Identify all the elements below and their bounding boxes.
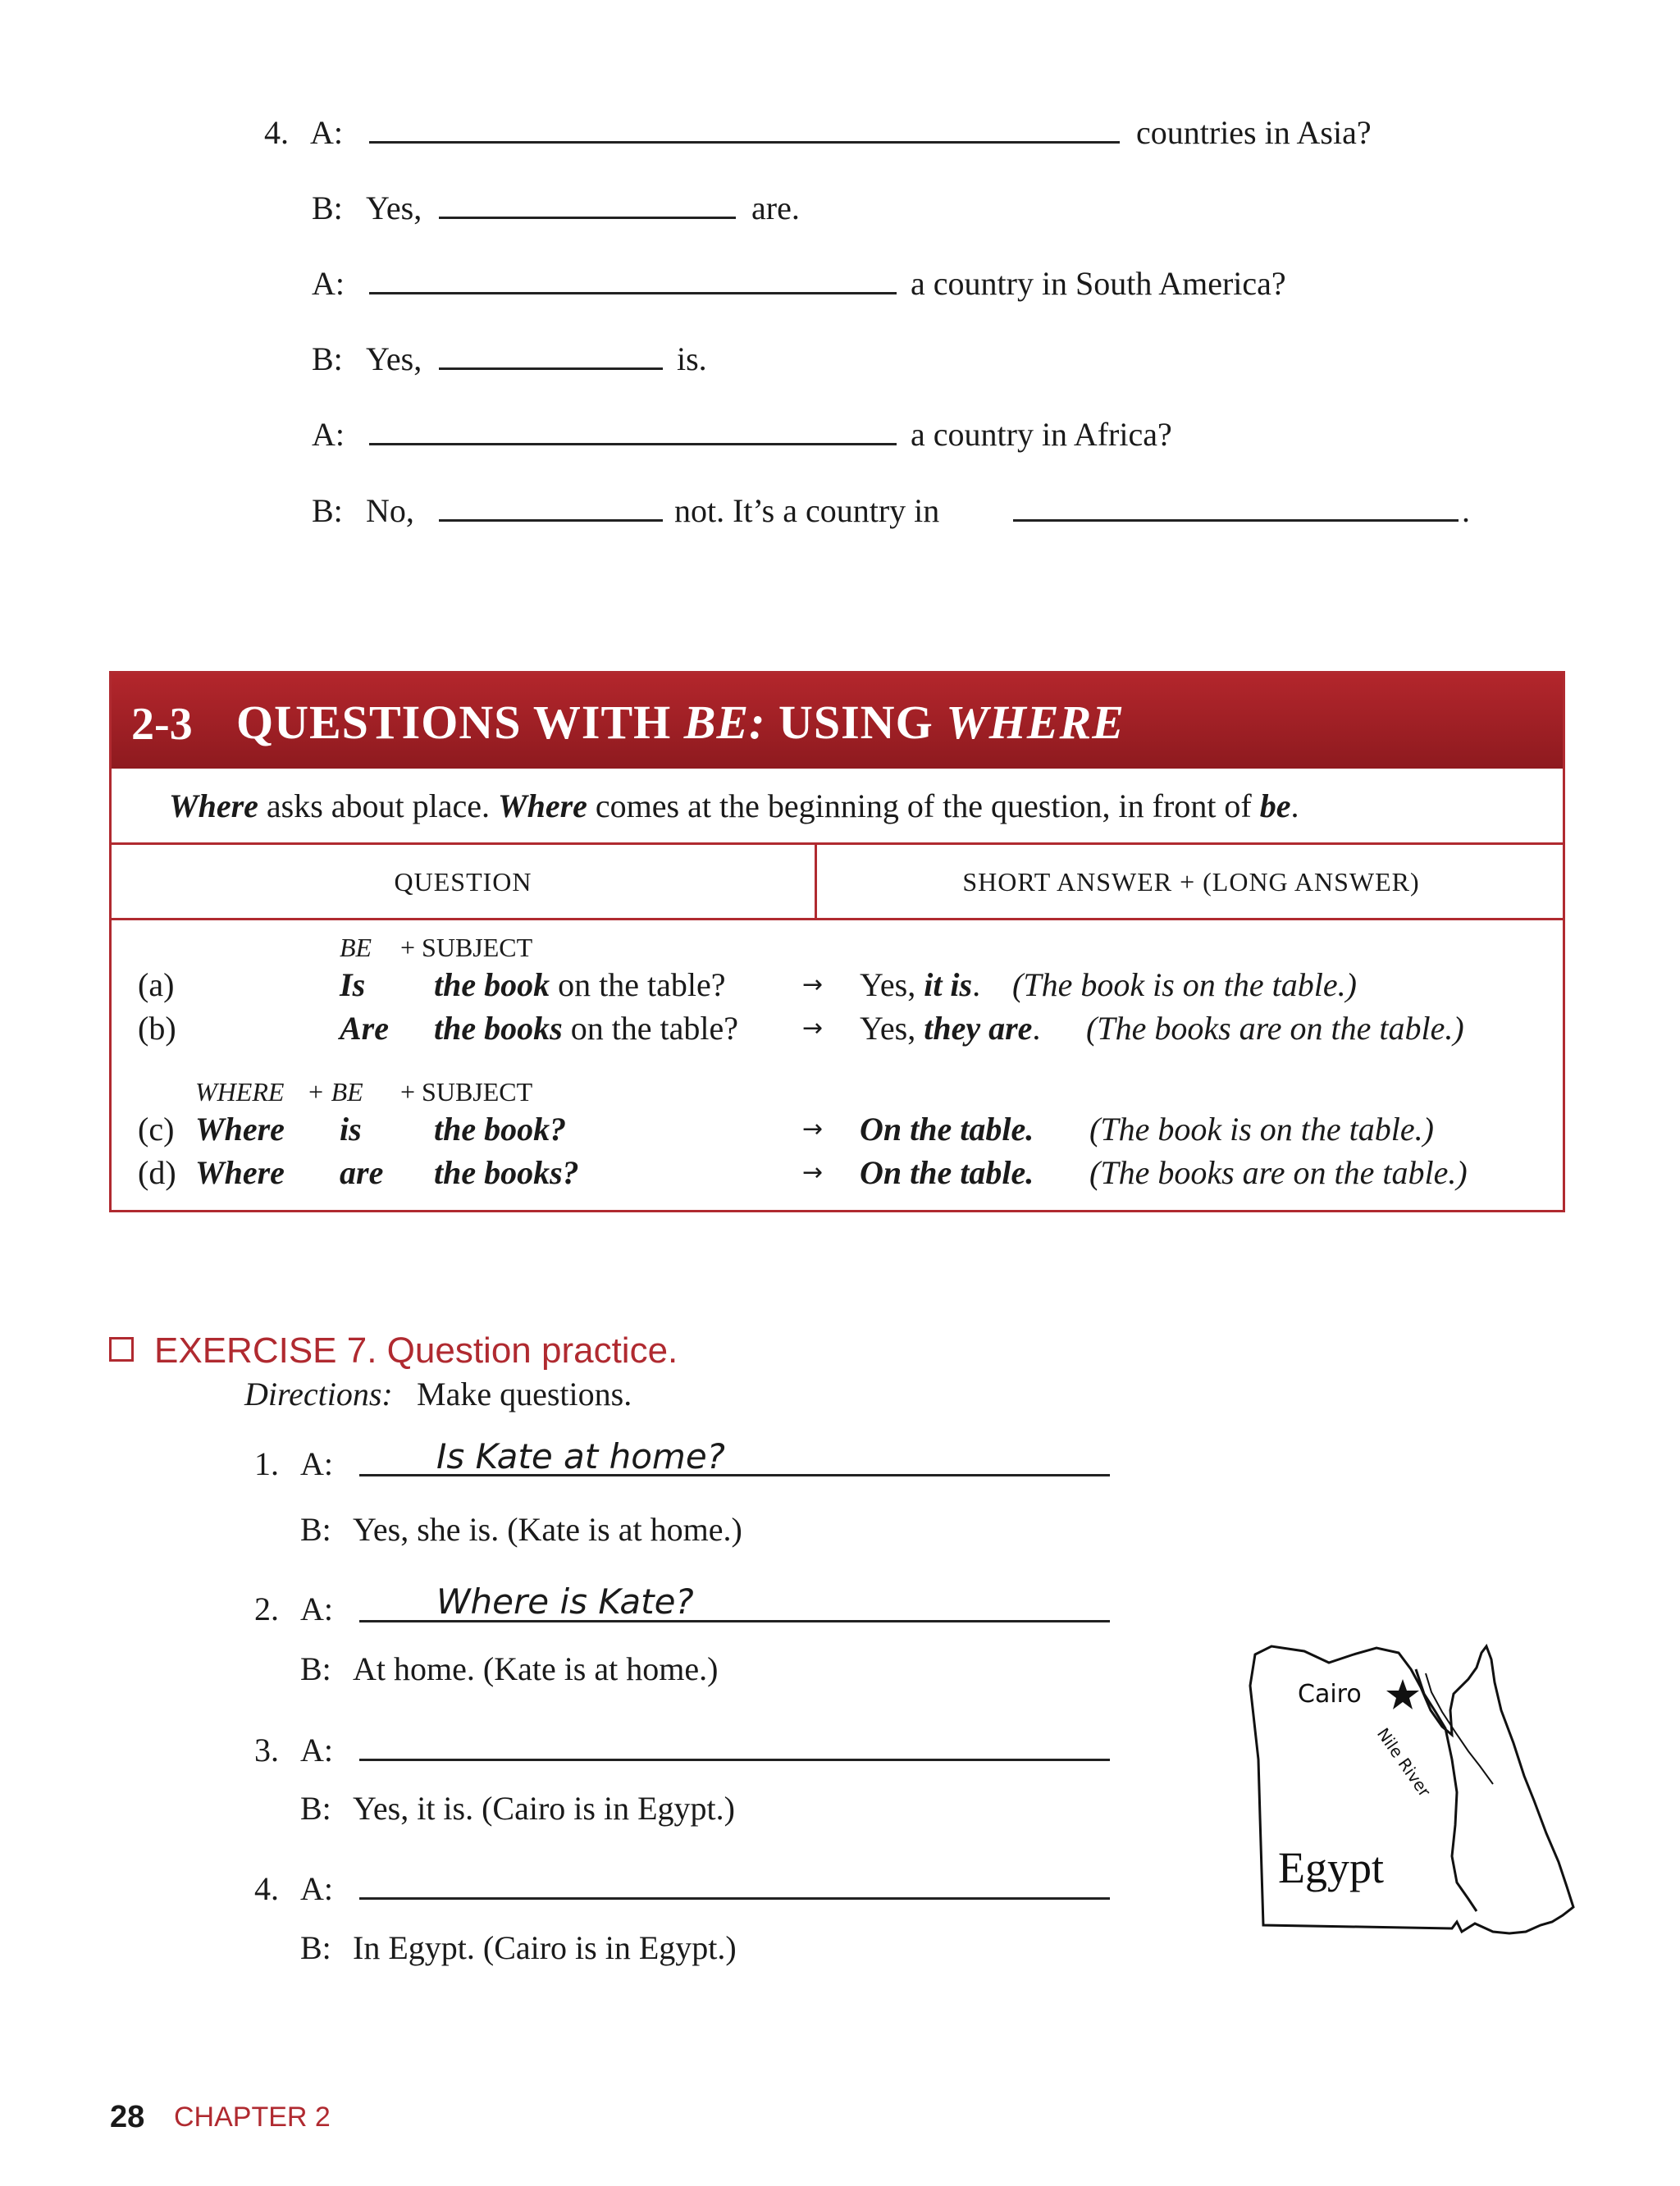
arrow-icon: →: [802, 1014, 824, 1043]
row-question: [434, 1012, 738, 1045]
answer-blank[interactable]: [359, 1474, 1110, 1476]
chart-title-be: BE:: [683, 696, 766, 749]
chart-number: 2-3: [131, 699, 193, 750]
row-verb: are: [340, 1154, 384, 1191]
river-label: Nile River: [1372, 1724, 1435, 1800]
short-answer-key: On the table.: [860, 1154, 1034, 1191]
row-long-answer: (The books are on the table.): [1089, 1154, 1468, 1191]
row-label: (c): [138, 1111, 175, 1148]
prompt-text: countries in Asia?: [1136, 114, 1372, 151]
column-header-question: QUESTION: [394, 867, 532, 897]
row-long-answer: (The books are on the table.): [1086, 1010, 1464, 1047]
response-text: Yes, she is. (Kate is at home.): [353, 1511, 742, 1548]
row-short-answer: [860, 1154, 1034, 1191]
answer-prefix: Yes,: [366, 340, 422, 377]
answer-blank[interactable]: [439, 367, 663, 370]
egypt-map-illustration: [1230, 1636, 1575, 1981]
row-question: [434, 1113, 566, 1146]
row-verb: Is: [340, 966, 366, 1003]
short-answer-prefix: Yes,: [860, 1010, 924, 1047]
prompt-text: a country in South America?: [911, 265, 1286, 302]
speaker-b-label: B:: [300, 1511, 331, 1548]
speaker-b-label: B:: [312, 492, 343, 529]
row-label: (d): [138, 1154, 176, 1191]
chart-header: [112, 673, 1563, 769]
intro-text: asks about place.: [258, 787, 499, 824]
directions-text: Make questions.: [417, 1376, 632, 1412]
row-short-answer: [860, 1012, 1040, 1045]
exercise-checkbox[interactable]: [109, 1337, 134, 1362]
item-number: 1.: [254, 1445, 279, 1482]
row-verb: Are: [340, 1010, 389, 1047]
intro-keyword: be: [1259, 787, 1291, 824]
answer-prefix: No,: [366, 492, 414, 529]
speaker-a-label: A:: [300, 1445, 333, 1482]
column-divider: [815, 842, 817, 918]
speaker-a-label: A:: [300, 1590, 333, 1627]
coastline: [1426, 1673, 1493, 1784]
answer-blank[interactable]: [369, 141, 1120, 144]
chart-title-where: WHERE: [946, 696, 1125, 749]
row-question: [434, 966, 726, 1003]
speaker-b-label: B:: [312, 189, 343, 226]
row-rest: on the table?: [562, 1010, 739, 1047]
speaker-a-label: A:: [300, 1732, 333, 1768]
row-short-answer: [860, 966, 981, 1003]
directions-label: Directions:: [244, 1376, 393, 1412]
chart-title-text: QUESTIONS WITH: [236, 696, 684, 749]
prompt-text: a country in Africa?: [911, 416, 1172, 453]
speaker-b-label: B:: [312, 340, 343, 377]
answer-tail: are.: [751, 189, 800, 226]
response-text: At home. (Kate is at home.): [353, 1650, 719, 1687]
star-icon: [1386, 1679, 1419, 1709]
row-label: (b): [138, 1010, 176, 1047]
exercise-title: EXERCISE 7. Question practice.: [154, 1330, 678, 1371]
group-head-be: + BE: [307, 1077, 363, 1107]
row-verb: is: [340, 1111, 362, 1148]
row-long-answer: (The book is on the table.): [1089, 1111, 1434, 1148]
group-head-be: BE: [340, 933, 372, 962]
speaker-b-label: B:: [300, 1650, 331, 1687]
grammar-chart: [109, 671, 1565, 1212]
short-answer-key: On the table.: [860, 1111, 1034, 1148]
answer-end: .: [1462, 492, 1470, 529]
speaker-b-label: B:: [300, 1929, 331, 1966]
item-number: 3.: [254, 1732, 279, 1768]
city-label: Cairo: [1298, 1680, 1362, 1709]
group-head-where: WHERE: [195, 1077, 285, 1107]
answer-middle: not. It’s a country in: [674, 492, 940, 529]
answer-blank[interactable]: [369, 443, 897, 445]
row-subject: the book: [434, 966, 550, 1003]
answer-blank[interactable]: [1013, 519, 1459, 522]
item-number: 4.: [264, 114, 289, 151]
intro-keyword: Where: [169, 787, 258, 824]
answer-blank[interactable]: [439, 519, 663, 522]
answer-blank[interactable]: [369, 292, 897, 294]
answer-prefix: Yes,: [366, 189, 422, 226]
row-subject: the books: [434, 1010, 563, 1047]
item-number: 4.: [254, 1870, 279, 1907]
row-rest: on the table?: [550, 966, 726, 1003]
short-answer-suffix: .: [1032, 1010, 1041, 1047]
row-label: (a): [138, 966, 175, 1003]
answer-blank[interactable]: [359, 1620, 1110, 1622]
chapter-label: CHAPTER 2: [174, 2102, 331, 2133]
speaker-a-label: A:: [312, 265, 345, 302]
arrow-icon: →: [802, 1115, 824, 1143]
chart-title-text: USING: [765, 696, 947, 749]
intro-text: comes at the beginning of the question, in front of: [587, 787, 1260, 824]
arrow-icon: →: [802, 970, 824, 999]
chart-title: [236, 695, 1125, 750]
answer-blank[interactable]: [359, 1897, 1110, 1900]
column-header-row: [112, 842, 1563, 920]
intro-sentence: [169, 787, 1299, 824]
group-head-subject: + SUBJECT: [400, 933, 533, 962]
row-subject: the books?: [434, 1154, 579, 1191]
answer-tail: is.: [677, 340, 707, 377]
speaker-b-label: B:: [300, 1790, 331, 1827]
speaker-a-label: A:: [300, 1870, 333, 1907]
short-answer-key: it is: [924, 966, 973, 1003]
short-answer-prefix: Yes,: [860, 966, 924, 1003]
speaker-a-label: A:: [312, 416, 345, 453]
handwritten-answer: Where is Kate?: [436, 1581, 694, 1622]
short-answer-suffix: .: [972, 966, 981, 1003]
group-head-subject: + SUBJECT: [400, 1077, 533, 1107]
row-subject: the book?: [434, 1111, 567, 1148]
row-question: [434, 1154, 579, 1191]
country-label: Egypt: [1278, 1843, 1384, 1892]
chart-intro: [112, 769, 1563, 845]
intro-keyword: Where: [498, 787, 587, 824]
answer-blank[interactable]: [359, 1759, 1110, 1761]
response-text: Yes, it is. (Cairo is in Egypt.): [353, 1790, 735, 1827]
row-wh-word: Where: [195, 1111, 285, 1148]
short-answer-key: they are: [924, 1010, 1033, 1047]
handwritten-answer: Is Kate at home?: [436, 1436, 725, 1476]
answer-blank[interactable]: [439, 217, 736, 219]
row-long-answer: (The book is on the table.): [1012, 966, 1357, 1003]
page-number: 28: [110, 2100, 145, 2134]
column-header-answer: SHORT ANSWER + (LONG ANSWER): [962, 867, 1420, 897]
response-text: In Egypt. (Cairo is in Egypt.): [353, 1929, 737, 1966]
row-short-answer: [860, 1113, 1034, 1146]
row-wh-word: Where: [195, 1154, 285, 1191]
item-number: 2.: [254, 1590, 279, 1627]
speaker-a-label: A:: [310, 114, 343, 151]
intro-text: .: [1290, 787, 1299, 824]
arrow-icon: →: [802, 1158, 824, 1187]
